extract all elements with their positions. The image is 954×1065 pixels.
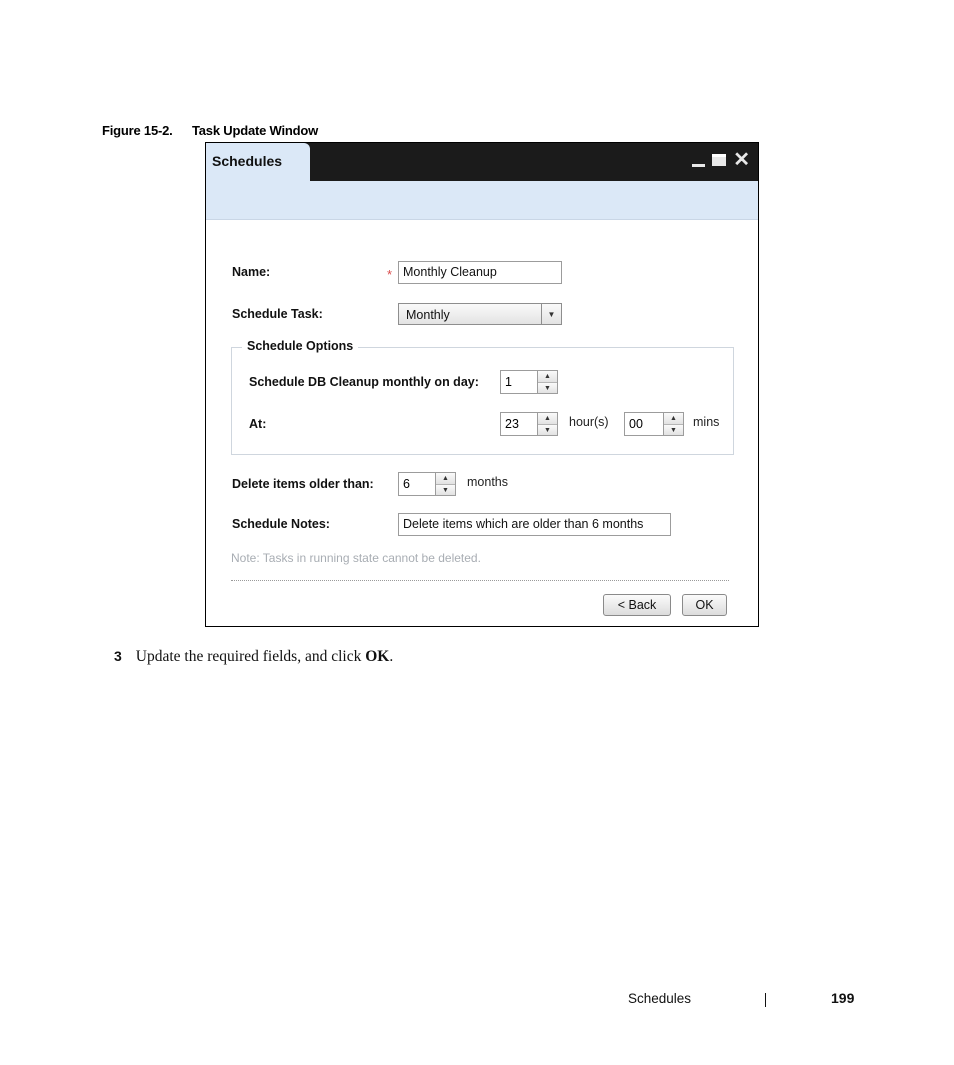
spin-down-icon[interactable]: ▼ (538, 424, 557, 435)
step-ok-emphasis: OK (365, 648, 390, 665)
delete-months-unit: months (467, 475, 508, 489)
step-text: Update the required fields, and click (135, 648, 366, 665)
step-number: 3 (114, 648, 122, 664)
instruction-step (114, 648, 393, 666)
spin-down-icon[interactable]: ▼ (538, 382, 557, 393)
figure-title: Task Update Window (192, 123, 319, 138)
schedule-notes-label: Schedule Notes: (232, 517, 330, 531)
cleanup-day-spin-buttons (537, 371, 557, 393)
delete-months-spin-buttons (435, 473, 455, 495)
schedule-task-select[interactable] (398, 303, 562, 325)
schedule-task-value: Monthly (406, 308, 450, 322)
spin-up-icon[interactable]: ▲ (436, 473, 455, 484)
hour-spin-buttons (537, 413, 557, 435)
close-icon[interactable]: ✕ (733, 149, 750, 171)
delete-months-value: 6 (403, 477, 410, 491)
chevron-down-icon[interactable]: ▼ (541, 304, 561, 324)
footer-section-name: Schedules (628, 991, 692, 1006)
minimize-icon[interactable] (692, 164, 705, 167)
minute-stepper[interactable] (624, 412, 684, 436)
hour-unit: hour(s) (569, 415, 609, 429)
back-button[interactable]: < Back (603, 594, 671, 616)
cleanup-day-stepper[interactable] (500, 370, 558, 394)
spin-up-icon[interactable]: ▲ (664, 413, 683, 424)
minute-value: 00 (629, 417, 643, 431)
minute-spin-buttons (663, 413, 683, 435)
hour-stepper[interactable] (500, 412, 558, 436)
schedule-task-label: Schedule Task: (232, 307, 323, 321)
window-controls (692, 149, 750, 171)
name-label: Name: (232, 265, 271, 279)
schedule-options-group (231, 347, 734, 455)
schedule-notes-input[interactable]: Delete items which are older than 6 months (398, 513, 671, 536)
page-number: 199 (831, 990, 855, 1006)
figure-caption (102, 123, 318, 138)
cleanup-day-label: Schedule DB Cleanup monthly on day: (249, 375, 479, 389)
spin-up-icon[interactable]: ▲ (538, 371, 557, 382)
minute-unit: mins (693, 415, 720, 429)
cleanup-day-value: 1 (505, 375, 512, 389)
figure-number: Figure 15-2. (102, 123, 173, 138)
running-state-note: Note: Tasks in running state cannot be deleted. (231, 551, 481, 565)
header-band (206, 181, 758, 220)
footer-separator (765, 993, 766, 1007)
maximize-icon[interactable] (712, 154, 726, 166)
name-input[interactable]: Monthly Cleanup (398, 261, 562, 284)
required-indicator: * (387, 267, 393, 282)
window-title: Schedules (212, 153, 283, 169)
hour-value: 23 (505, 417, 519, 431)
window-title-tab (206, 143, 310, 183)
ok-button[interactable]: OK (682, 594, 727, 616)
spin-down-icon[interactable]: ▼ (664, 424, 683, 435)
footer-divider (231, 580, 729, 581)
at-label: At: (249, 417, 267, 431)
task-update-window (205, 142, 759, 627)
step-period: . (389, 648, 394, 665)
spin-up-icon[interactable]: ▲ (538, 413, 557, 424)
spin-down-icon[interactable]: ▼ (436, 484, 455, 495)
delete-months-stepper[interactable] (398, 472, 456, 496)
delete-older-label: Delete items older than: (232, 477, 374, 491)
schedule-options-title: Schedule Options (242, 339, 358, 353)
